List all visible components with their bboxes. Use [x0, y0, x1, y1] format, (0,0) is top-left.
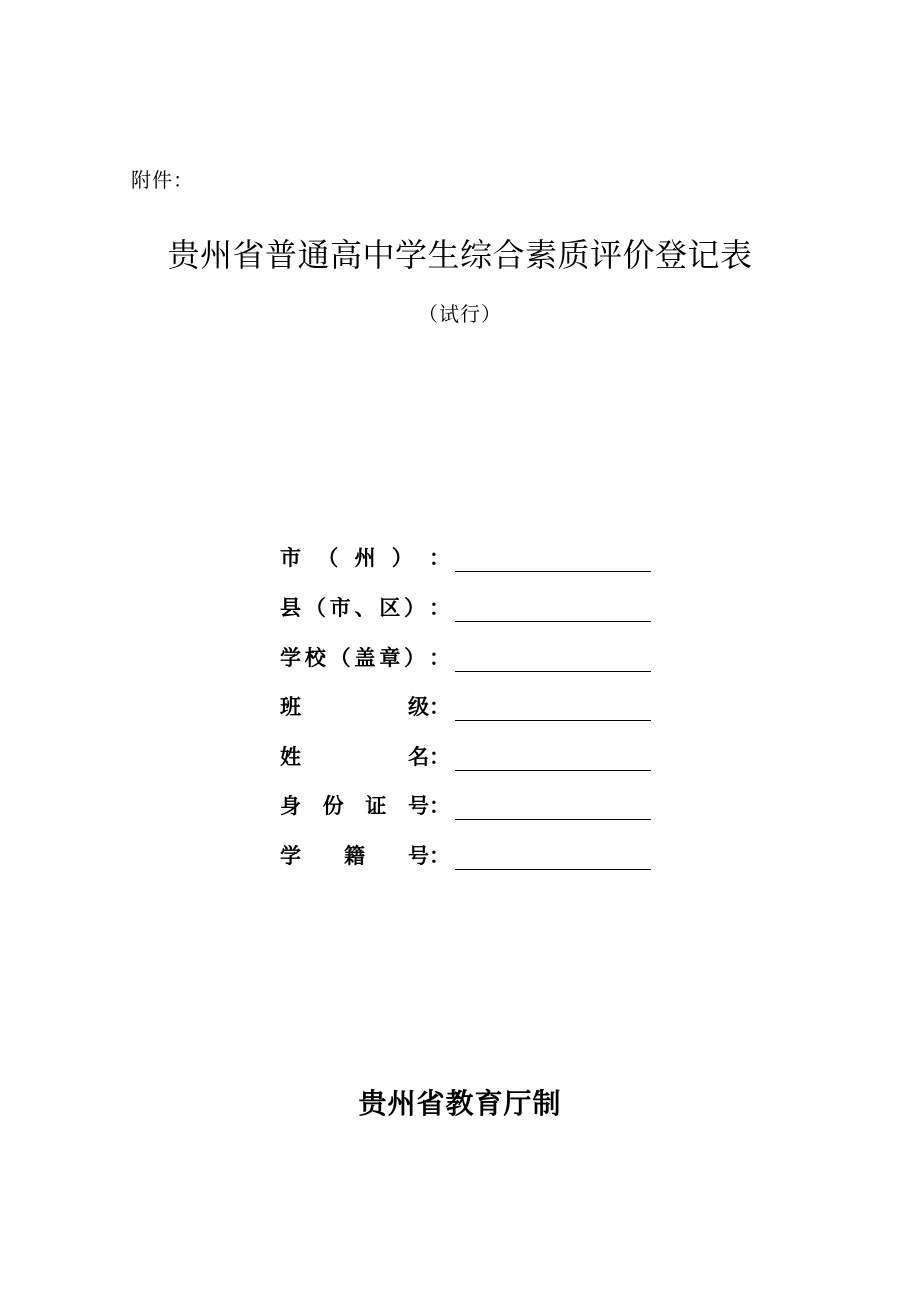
document-subtitle: （试行）: [418, 302, 502, 326]
field-row-class: [280, 691, 652, 723]
field-row-county: [280, 592, 652, 624]
field-label-county: 县 （ 市 、 区 ） ：: [280, 595, 450, 620]
field-label-name: 姓 名：: [280, 744, 450, 769]
field-line-class[interactable]: [455, 720, 651, 721]
field-row-school: [280, 642, 652, 674]
field-line-city[interactable]: [455, 571, 651, 572]
field-label-city: 市 （ 州 ） ：: [280, 545, 450, 570]
attachment-label: 附件：: [131, 168, 194, 192]
field-label-id-number: 身 份 证 号：: [280, 793, 450, 818]
field-label-class: 班 级：: [280, 694, 450, 719]
field-line-county[interactable]: [455, 621, 651, 622]
field-row-city: [280, 542, 652, 574]
field-label-school: 学 校 （ 盖 章 ） ：: [280, 645, 450, 670]
issuer-footer: 贵州省教育厅制: [358, 1087, 562, 1120]
field-line-name[interactable]: [455, 770, 651, 771]
field-row-id-number: [280, 790, 652, 822]
field-row-student-number: [280, 840, 652, 872]
field-line-school[interactable]: [455, 671, 651, 672]
field-line-id-number[interactable]: [455, 819, 651, 820]
field-row-name: [280, 741, 652, 773]
document-title: 贵州省普通高中学生综合素质评价登记表: [167, 236, 753, 274]
field-line-student-number[interactable]: [455, 869, 651, 870]
field-label-student-number: 学 籍 号：: [280, 843, 450, 868]
